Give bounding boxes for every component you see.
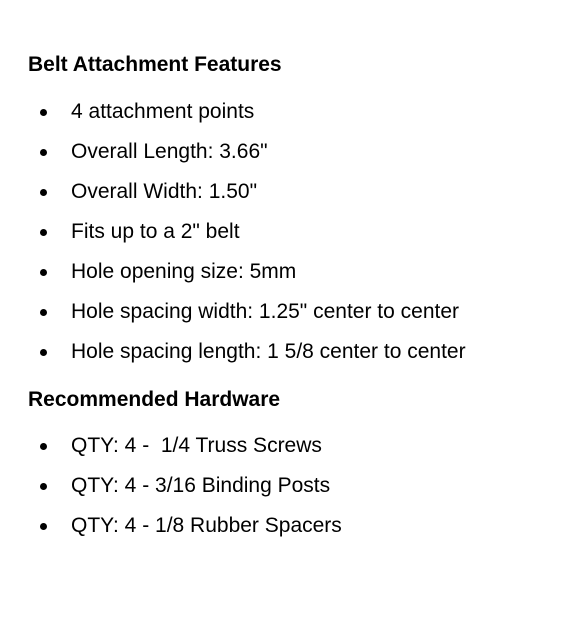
list-item-text: 4 attachment points [71,100,255,123]
recommended-hardware-list [0,432,342,552]
list-item [0,258,297,298]
bullet-icon [40,189,47,196]
list-item [0,178,258,218]
bullet-icon [40,349,47,356]
bullet-icon [40,229,47,236]
list-item [0,138,268,178]
list-item-text: QTY: 4 - 3/16 Binding Posts [71,474,331,497]
list-item-text: Overall Width: 1.50" [71,180,258,203]
list-item-text: QTY: 4 - 1/8 Rubber Spacers [71,514,342,537]
bullet-icon [40,269,47,276]
section-title-belt-attachment-features: Belt Attachment Features [28,53,282,76]
list-item [0,298,460,338]
list-item-text: Hole spacing length: 1 5/8 center to center [71,340,466,363]
list-item [0,98,255,138]
list-item-text: Overall Length: 3.66" [71,140,268,163]
list-item-text: Fits up to a 2" belt [71,220,240,243]
bullet-icon [40,523,47,530]
bullet-icon [40,443,47,450]
list-item [0,472,331,512]
bullet-icon [40,309,47,316]
list-item-text: QTY: 4 - 1/4 Truss Screws [71,434,322,457]
list-item-text: Hole spacing width: 1.25" center to center [71,300,460,323]
bullet-icon [40,149,47,156]
bullet-icon [40,109,47,116]
list-item-text: Hole opening size: 5mm [71,260,297,283]
belt-attachment-features-list [0,98,466,378]
list-item [0,512,342,552]
bullet-icon [40,483,47,490]
section-title-recommended-hardware: Recommended Hardware [28,388,281,411]
list-item [0,218,240,258]
list-item [0,338,466,378]
list-item [0,432,322,472]
